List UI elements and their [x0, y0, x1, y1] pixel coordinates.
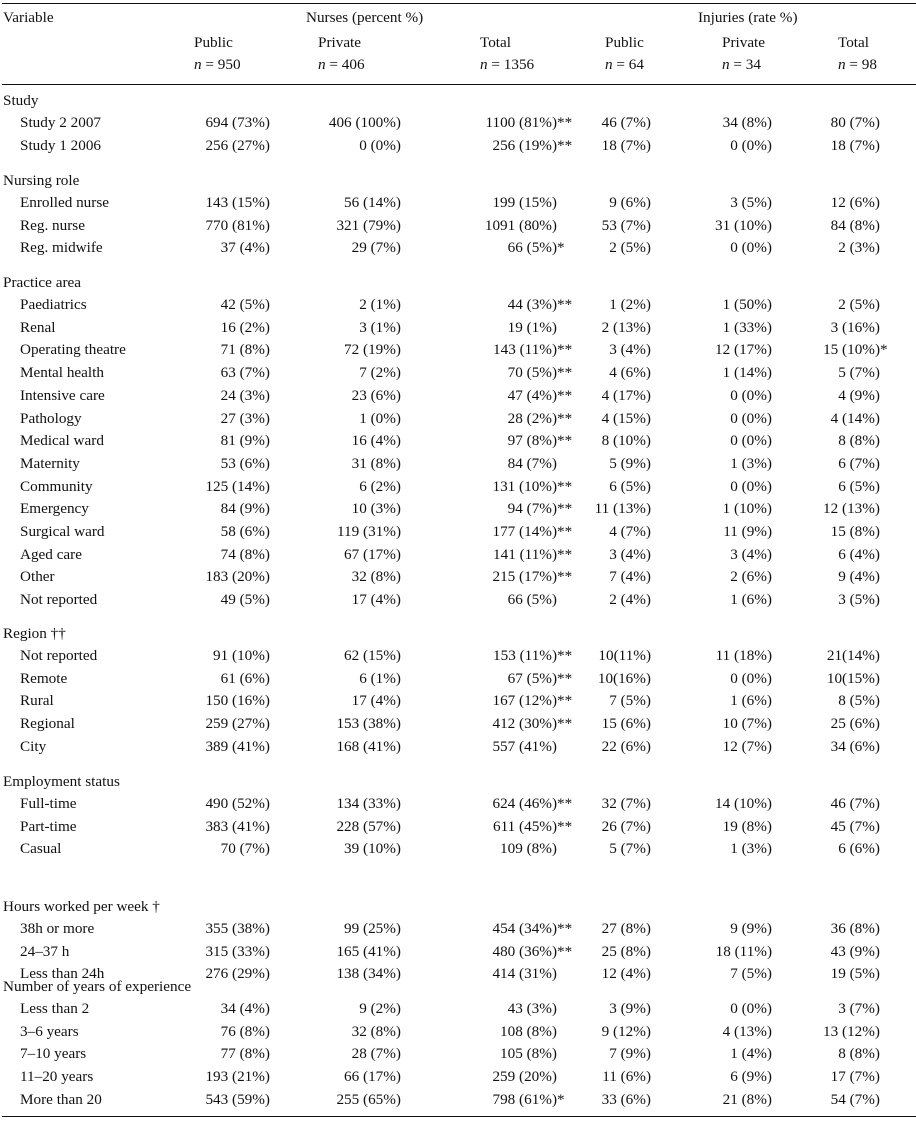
- row-label: Not reported: [20, 647, 98, 664]
- cell-private-nurses: 1 (0%): [359, 409, 401, 427]
- cell-private-injuries: 1 (14%): [722, 364, 772, 382]
- n-symbol: n: [480, 56, 488, 73]
- cell-total-nurses: 412 (30%)**: [492, 715, 573, 733]
- cell-public-nurses: 77 (8%): [220, 1045, 270, 1063]
- cell-public-nurses: 383 (41%): [205, 817, 270, 835]
- cell-public-injuries: 1 (2%): [609, 296, 651, 313]
- cell-public-injuries: 53 (7%): [601, 216, 651, 234]
- cell-public-injuries: 7 (5%): [609, 692, 651, 710]
- n-equals: =: [201, 56, 218, 73]
- section-title: Practice area: [3, 274, 81, 291]
- cell-public-nurses: 16 (2%): [220, 318, 270, 336]
- cell-total-injuries: 36 (8%): [830, 920, 880, 937]
- row-label: Paediatrics: [20, 296, 87, 313]
- cell-total-nurses: 256 (19%)**: [492, 136, 573, 154]
- cell-public-injuries: 22 (6%): [601, 737, 651, 755]
- section-title: Study: [3, 92, 39, 109]
- cell-total-injuries: 3 (5%): [838, 591, 880, 609]
- section-title: Nursing role: [3, 172, 80, 189]
- cell-total-nurses: 177 (14%)**: [492, 523, 573, 540]
- cell-total-injuries: 84 (8%): [830, 216, 880, 234]
- cell-private-nurses: 6 (2%): [359, 477, 401, 495]
- n-symbol: n: [605, 56, 613, 73]
- cell-public-nurses: 143 (15%): [205, 194, 270, 211]
- cell-total-injuries: 15 (10%)*: [823, 341, 888, 359]
- cell-private-injuries: 0 (0%): [730, 239, 772, 257]
- n-symbol: n: [194, 56, 202, 73]
- cell-public-injuries: 8 (10%): [601, 432, 651, 450]
- cell-public-injuries: 4 (6%): [609, 364, 651, 382]
- row-label: Pathology: [20, 409, 82, 427]
- cell-private-injuries: 1 (10%): [722, 500, 772, 518]
- column-n-total-nurses: [480, 57, 534, 72]
- cell-total-injuries: 15 (8%): [830, 523, 880, 540]
- cell-total-nurses: 108 (8%): [500, 1022, 557, 1040]
- n-symbol: n: [318, 56, 326, 73]
- cell-public-injuries: 3 (4%): [609, 341, 651, 359]
- cell-total-injuries: 6 (5%): [838, 477, 880, 495]
- row-label: Rural: [20, 692, 54, 710]
- cell-private-nurses: 134 (33%): [336, 795, 401, 812]
- cell-public-injuries: 4 (15%): [601, 409, 651, 427]
- cell-total-nurses: 141 (11%)**: [493, 545, 573, 563]
- cell-public-nurses: 543 (59%): [205, 1090, 270, 1108]
- cell-private-injuries: 0 (0%): [730, 409, 772, 427]
- cell-public-nurses: 58 (6%): [220, 523, 270, 540]
- row-label: Other: [20, 568, 55, 586]
- cell-private-injuries: 12 (7%): [722, 737, 772, 755]
- cell-public-injuries: 26 (7%): [601, 817, 651, 835]
- section-title: Region ††: [3, 625, 66, 642]
- cell-private-injuries: 14 (10%): [715, 795, 772, 812]
- cell-total-nurses: 70 (5%)**: [507, 364, 573, 382]
- cell-total-injuries: 12 (6%): [830, 194, 880, 211]
- cell-total-nurses: 97 (8%)**: [507, 432, 573, 450]
- row-label: 24–37 h: [20, 942, 70, 960]
- cell-total-injuries: 8 (8%): [838, 432, 880, 450]
- top-rule: [2, 3, 916, 4]
- cell-total-nurses: 1091 (80%): [484, 216, 557, 234]
- row-label: 7–10 years: [20, 1045, 87, 1063]
- cell-private-nurses: 7 (2%): [359, 364, 401, 382]
- cell-total-injuries: 8 (8%): [838, 1045, 880, 1063]
- cell-public-nurses: 276 (29%): [205, 965, 270, 983]
- cell-private-nurses: 6 (1%): [359, 669, 401, 687]
- n-value: 1356: [503, 56, 535, 73]
- cell-total-nurses: 131 (10%)**: [492, 477, 573, 495]
- row-label: City: [20, 737, 47, 755]
- cell-total-nurses: 67 (5%)**: [507, 669, 573, 687]
- bottom-rule: [2, 1116, 916, 1117]
- cell-public-nurses: 183 (20%): [205, 568, 270, 586]
- cell-private-injuries: 11 (9%): [723, 523, 772, 540]
- cell-private-injuries: 7 (5%): [730, 965, 772, 983]
- column-header-private-nurses: Private: [318, 34, 362, 51]
- cell-public-injuries: 10(16%): [597, 669, 651, 687]
- cell-private-injuries: 10 (7%): [722, 715, 772, 733]
- cell-public-nurses: 76 (8%): [220, 1022, 270, 1040]
- cell-private-injuries: 3 (5%): [730, 194, 772, 211]
- n-value: 406: [341, 56, 365, 73]
- cell-total-injuries: 10(15%): [826, 669, 880, 687]
- row-label: Casual: [20, 840, 62, 858]
- cell-private-nurses: 39 (10%): [344, 840, 401, 858]
- cell-public-nurses: 34 (4%): [220, 1000, 270, 1017]
- cell-total-nurses: 199 (15%): [492, 194, 557, 211]
- cell-total-nurses: 44 (3%)**: [507, 296, 573, 313]
- cell-total-injuries: 46 (7%): [830, 795, 880, 812]
- cell-public-injuries: 2 (4%): [609, 591, 651, 609]
- cell-total-nurses: 19 (1%): [507, 318, 557, 336]
- column-header-total-injuries: Total: [838, 34, 869, 51]
- cell-total-nurses: 414 (31%): [492, 965, 557, 983]
- cell-private-nurses: 23 (6%): [351, 386, 401, 404]
- cell-private-nurses: 321 (79%): [336, 216, 401, 234]
- cell-private-injuries: 4 (13%): [722, 1022, 772, 1040]
- row-label: Emergency: [20, 500, 89, 518]
- cell-public-nurses: 355 (38%): [205, 920, 270, 937]
- column-n-private-injuries: [722, 57, 761, 72]
- cell-total-nurses: 611 (45%)**: [493, 817, 573, 835]
- cell-total-injuries: 54 (7%): [830, 1090, 880, 1108]
- cell-total-nurses: 47 (4%)**: [507, 386, 573, 404]
- cell-public-nurses: 91 (10%): [213, 647, 270, 664]
- row-label: 38h or more: [20, 920, 95, 937]
- cell-public-nurses: 24 (3%): [220, 386, 270, 404]
- cell-public-nurses: 193 (21%): [205, 1068, 270, 1086]
- cell-total-injuries: 4 (9%): [838, 386, 880, 404]
- cell-private-injuries: 12 (17%): [715, 341, 772, 359]
- cell-total-injuries: 2 (5%): [838, 296, 880, 313]
- cell-private-nurses: 255 (65%): [336, 1090, 401, 1108]
- cell-public-nurses: 84 (9%): [220, 500, 270, 518]
- cell-public-injuries: 7 (9%): [609, 1045, 651, 1063]
- cell-private-nurses: 16 (4%): [351, 432, 401, 450]
- cell-public-nurses: 490 (52%): [205, 795, 270, 812]
- row-label: Reg. nurse: [20, 216, 85, 234]
- cell-private-nurses: 72 (19%): [344, 341, 401, 359]
- row-label: Less than 24h: [20, 965, 105, 983]
- cell-public-injuries: 46 (7%): [601, 114, 651, 131]
- cell-public-injuries: 5 (7%): [609, 840, 651, 858]
- cell-private-nurses: 67 (17%): [344, 545, 401, 563]
- cell-public-injuries: 3 (4%): [609, 545, 651, 563]
- cell-public-injuries: 2 (5%): [609, 239, 651, 257]
- row-label: Full-time: [20, 795, 77, 812]
- row-label: Operating theatre: [20, 341, 126, 359]
- column-n-public-injuries: [605, 57, 644, 72]
- cell-private-nurses: 17 (4%): [351, 692, 401, 710]
- cell-public-injuries: 9 (12%): [601, 1022, 651, 1040]
- cell-public-injuries: 18 (7%): [601, 136, 651, 154]
- row-label: Intensive care: [20, 386, 105, 404]
- cell-total-injuries: 34 (6%): [830, 737, 880, 755]
- row-label: Less than 2: [20, 1000, 90, 1017]
- cell-total-injuries: 8 (5%): [838, 692, 880, 710]
- cell-total-injuries: 43 (9%): [830, 942, 880, 960]
- cell-total-injuries: 19 (5%): [830, 965, 880, 983]
- cell-private-injuries: 0 (0%): [730, 136, 772, 154]
- cell-public-nurses: 63 (7%): [220, 364, 270, 382]
- cell-public-nurses: 49 (5%): [220, 591, 270, 609]
- row-label: Renal: [20, 318, 56, 336]
- section-title: Hours worked per week †: [3, 898, 160, 915]
- cell-public-injuries: 4 (17%): [601, 386, 651, 404]
- cell-total-nurses: 259 (20%): [492, 1068, 557, 1086]
- cell-total-nurses: 109 (8%): [500, 840, 557, 858]
- cell-public-injuries: 11 (6%): [602, 1068, 651, 1086]
- cell-total-nurses: 624 (46%)**: [492, 795, 573, 812]
- cell-public-nurses: 125 (14%): [205, 477, 270, 495]
- n-equals: =: [845, 56, 862, 73]
- variable-header: Variable: [3, 9, 54, 26]
- cell-total-nurses: 143 (11%)**: [493, 341, 573, 359]
- cell-private-injuries: 0 (0%): [730, 477, 772, 495]
- cell-private-injuries: 1 (50%): [722, 296, 772, 313]
- cell-public-nurses: 150 (16%): [205, 692, 270, 710]
- cell-public-nurses: 694 (73%): [205, 114, 270, 131]
- section-title: Number of years of experience: [3, 978, 192, 995]
- row-label: Medical ward: [20, 432, 104, 450]
- n-value: 950: [217, 56, 241, 73]
- cell-private-nurses: 31 (8%): [351, 454, 401, 472]
- cell-public-nurses: 389 (41%): [205, 737, 270, 755]
- n-value: 98: [861, 56, 877, 73]
- row-label: Study 2 2007: [20, 114, 102, 131]
- cell-total-injuries: 18 (7%): [830, 136, 880, 154]
- cell-private-injuries: 0 (0%): [730, 669, 772, 687]
- cell-public-nurses: 27 (3%): [220, 409, 270, 427]
- column-header-total-nurses: Total: [480, 34, 511, 51]
- cell-public-injuries: 11 (13%): [594, 500, 651, 518]
- cell-public-nurses: 259 (27%): [205, 715, 270, 733]
- cell-total-injuries: 13 (12%): [823, 1022, 880, 1040]
- cell-private-nurses: 99 (25%): [344, 920, 401, 937]
- cell-public-injuries: 27 (8%): [601, 920, 651, 937]
- n-symbol: n: [838, 56, 846, 73]
- cell-total-nurses: 1100 (81%)**: [485, 114, 573, 131]
- column-n-total-injuries: [838, 57, 877, 72]
- cell-public-nurses: 770 (81%): [205, 216, 270, 234]
- cell-private-nurses: 28 (7%): [351, 1045, 401, 1063]
- cell-public-injuries: 6 (5%): [609, 477, 651, 495]
- row-label: Regional: [20, 715, 75, 733]
- cell-total-injuries: 6 (4%): [838, 545, 880, 563]
- column-header-public-nurses: Public: [194, 34, 233, 51]
- cell-public-nurses: 74 (8%): [220, 545, 270, 563]
- cell-private-nurses: 228 (57%): [336, 817, 401, 835]
- cell-public-nurses: 53 (6%): [220, 454, 270, 472]
- cell-public-injuries: 10(11%): [598, 647, 651, 664]
- cell-total-injuries: 4 (14%): [830, 409, 880, 427]
- cell-private-nurses: 32 (8%): [351, 1022, 401, 1040]
- cell-public-injuries: 9 (6%): [609, 194, 651, 211]
- cell-private-injuries: 18 (11%): [715, 942, 772, 960]
- cell-total-injuries: 6 (6%): [838, 840, 880, 858]
- n-value: 64: [628, 56, 644, 73]
- row-label: Part-time: [20, 817, 77, 835]
- cell-total-injuries: 80 (7%): [830, 114, 880, 131]
- cell-public-nurses: 70 (7%): [220, 840, 270, 858]
- row-label: 11–20 years: [20, 1068, 94, 1086]
- cell-private-injuries: 9 (9%): [730, 920, 772, 937]
- cell-total-injuries: 25 (6%): [830, 715, 880, 733]
- cell-total-nurses: 28 (2%)**: [507, 409, 573, 427]
- cell-total-injuries: 45 (7%): [830, 817, 880, 835]
- cell-total-nurses: 105 (8%): [500, 1045, 557, 1063]
- cell-total-injuries: 3 (7%): [838, 1000, 880, 1017]
- cell-total-nurses: 153 (11%)**: [493, 647, 573, 664]
- cell-total-injuries: 3 (16%): [830, 318, 880, 336]
- cell-public-nurses: 315 (33%): [205, 942, 270, 960]
- row-label: Reg. midwife: [20, 239, 103, 257]
- cell-total-injuries: 9 (4%): [838, 568, 880, 586]
- cell-private-nurses: 0 (0%): [359, 136, 401, 154]
- cell-public-injuries: 15 (6%): [601, 715, 651, 733]
- cell-private-injuries: 3 (4%): [730, 545, 772, 563]
- cell-public-injuries: 32 (7%): [601, 795, 651, 812]
- column-n-public-nurses: [194, 57, 241, 72]
- cell-private-injuries: 31 (10%): [715, 216, 772, 234]
- cell-private-nurses: 32 (8%): [351, 568, 401, 586]
- cell-private-injuries: 2 (6%): [730, 568, 772, 586]
- cell-private-injuries: 1 (33%): [722, 318, 772, 336]
- cell-total-nurses: 43 (3%): [507, 1000, 557, 1017]
- cell-public-injuries: 4 (7%): [609, 523, 651, 540]
- cell-total-injuries: 5 (7%): [838, 364, 880, 382]
- n-equals: =: [729, 56, 746, 73]
- cell-total-injuries: 21(14%): [826, 647, 880, 664]
- cell-private-injuries: 1 (3%): [730, 454, 772, 472]
- row-label: Not reported: [20, 591, 98, 609]
- cell-public-injuries: 3 (9%): [609, 1000, 651, 1017]
- cell-private-injuries: 19 (8%): [722, 817, 772, 835]
- cell-private-nurses: 29 (7%): [351, 239, 401, 257]
- cell-total-nurses: 66 (5%): [507, 591, 557, 609]
- cell-public-injuries: 12 (4%): [601, 965, 651, 983]
- cell-total-injuries: 6 (7%): [838, 454, 880, 472]
- header-rule: [2, 84, 916, 85]
- cell-private-nurses: 9 (2%): [359, 1000, 401, 1017]
- cell-total-nurses: 557 (41%): [492, 737, 557, 755]
- cell-private-nurses: 2 (1%): [359, 296, 401, 313]
- cell-total-injuries: 2 (3%): [838, 239, 880, 257]
- section-title: Employment status: [3, 773, 120, 790]
- cell-total-nurses: 798 (61%)*: [492, 1090, 565, 1108]
- cell-public-nurses: 37 (4%): [220, 239, 270, 257]
- cell-private-injuries: 34 (8%): [722, 114, 772, 131]
- column-header-private-injuries: Private: [722, 34, 766, 51]
- row-label: More than 20: [20, 1090, 102, 1108]
- cell-total-nurses: 94 (7%)**: [507, 500, 573, 518]
- cell-total-nurses: 454 (34%)**: [492, 920, 573, 937]
- cell-private-nurses: 153 (38%): [336, 715, 401, 733]
- cell-private-injuries: 1 (4%): [730, 1045, 772, 1063]
- cell-private-injuries: 0 (0%): [730, 1000, 772, 1017]
- cell-public-nurses: 71 (8%): [220, 341, 270, 359]
- row-label: Enrolled nurse: [20, 194, 109, 211]
- cell-private-injuries: 11 (18%): [715, 647, 772, 664]
- n-equals: =: [325, 56, 342, 73]
- cell-private-nurses: 56 (14%): [344, 194, 401, 211]
- cell-private-injuries: 1 (6%): [730, 591, 772, 609]
- n-equals: =: [612, 56, 629, 73]
- row-label: Mental health: [20, 364, 104, 382]
- cell-total-injuries: 12 (13%): [823, 500, 880, 518]
- cell-private-nurses: 17 (4%): [351, 591, 401, 609]
- cell-public-nurses: 256 (27%): [205, 136, 270, 154]
- injuries-group-header: Injuries (rate %): [698, 9, 798, 26]
- cell-private-injuries: 1 (3%): [730, 840, 772, 858]
- cell-total-injuries: 17 (7%): [830, 1068, 880, 1086]
- cell-public-injuries: 33 (6%): [601, 1090, 651, 1108]
- n-value: 34: [745, 56, 761, 73]
- row-label: Maternity: [20, 454, 80, 472]
- cell-public-nurses: 61 (6%): [220, 669, 270, 687]
- column-header-public-injuries: Public: [605, 34, 644, 51]
- cell-private-injuries: 21 (8%): [722, 1090, 772, 1108]
- cell-public-injuries: 7 (4%): [609, 568, 651, 586]
- cell-private-nurses: 3 (1%): [359, 318, 401, 336]
- cell-private-nurses: 119 (31%): [337, 523, 401, 540]
- row-label: Remote: [20, 669, 68, 687]
- cell-private-injuries: 0 (0%): [730, 386, 772, 404]
- row-label: Community: [20, 477, 93, 495]
- cell-private-nurses: 10 (3%): [351, 500, 401, 518]
- row-label: Study 1 2006: [20, 136, 102, 154]
- cell-public-injuries: 25 (8%): [601, 942, 651, 960]
- cell-total-nurses: 66 (5%)*: [507, 239, 565, 257]
- cell-total-nurses: 215 (17%)**: [492, 568, 573, 586]
- cell-total-nurses: 480 (36%)**: [492, 942, 573, 960]
- cell-private-nurses: 62 (15%): [344, 647, 401, 664]
- cell-private-injuries: 0 (0%): [730, 432, 772, 450]
- cell-private-nurses: 165 (41%): [336, 942, 401, 960]
- n-equals: =: [487, 56, 504, 73]
- cell-private-nurses: 66 (17%): [344, 1068, 401, 1086]
- cell-public-nurses: 42 (5%): [220, 296, 270, 313]
- cell-public-injuries: 5 (9%): [609, 454, 651, 472]
- row-label: Aged care: [20, 545, 82, 563]
- row-label: Surgical ward: [20, 523, 105, 540]
- n-symbol: n: [722, 56, 730, 73]
- cell-total-nurses: 167 (12%)**: [492, 692, 573, 710]
- column-n-private-nurses: [318, 57, 365, 72]
- cell-public-nurses: 81 (9%): [220, 432, 270, 450]
- cell-public-injuries: 2 (13%): [601, 318, 651, 336]
- cell-private-injuries: 1 (6%): [730, 692, 772, 710]
- nurses-group-header: Nurses (percent %): [306, 9, 424, 26]
- cell-private-injuries: 6 (9%): [730, 1068, 772, 1086]
- cell-private-nurses: 168 (41%): [336, 737, 401, 755]
- cell-private-nurses: 138 (34%): [336, 965, 401, 983]
- row-label: 3–6 years: [20, 1022, 79, 1040]
- cell-total-nurses: 84 (7%): [507, 454, 557, 472]
- cell-private-nurses: 406 (100%): [328, 114, 401, 131]
